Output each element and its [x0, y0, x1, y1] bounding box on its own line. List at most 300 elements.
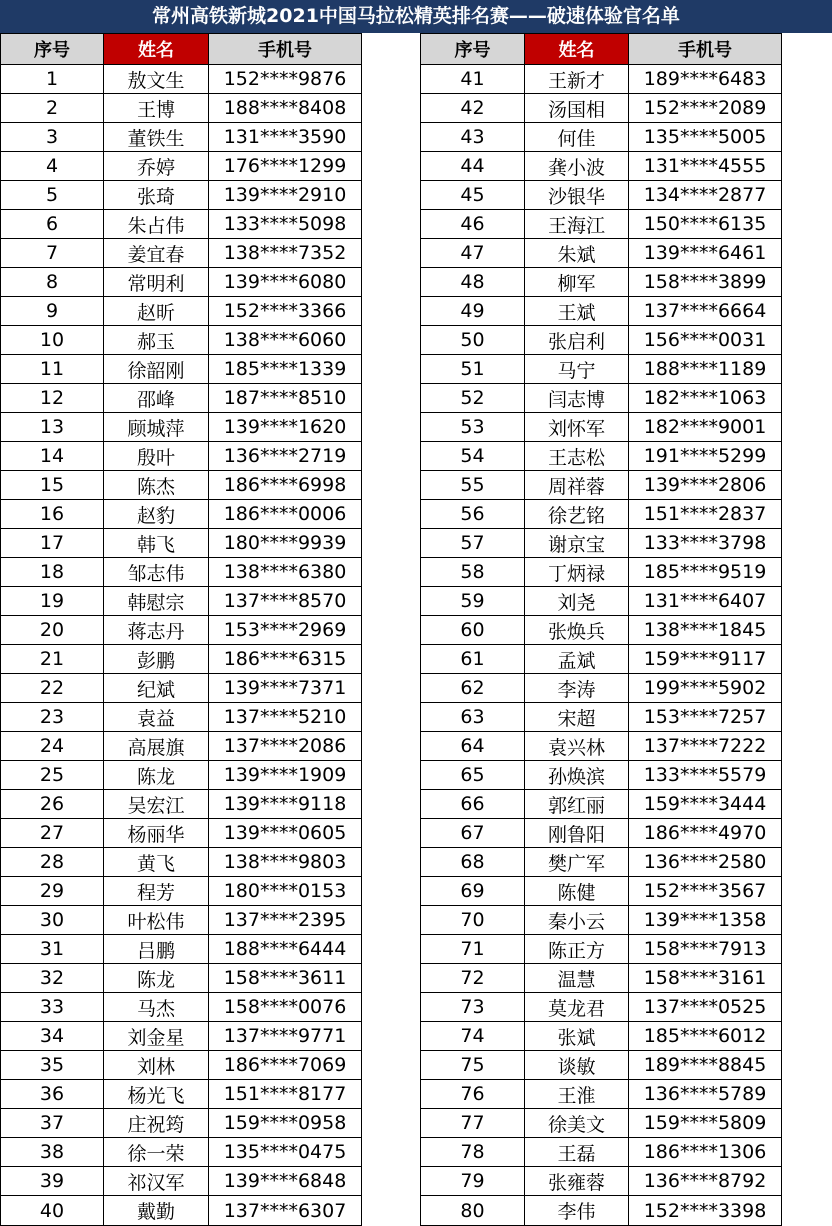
phone-number: 139****7371 [209, 674, 362, 703]
table-row [1, 268, 362, 297]
phone-number: 152****2089 [629, 94, 782, 123]
participant-name: 丁炳禄 [525, 558, 629, 587]
row-number: 63 [421, 703, 525, 732]
row-number: 31 [1, 935, 104, 964]
phone-number: 182****9001 [629, 413, 782, 442]
participant-name: 汤国相 [525, 94, 629, 123]
participant-name: 张启利 [525, 326, 629, 355]
participant-name: 杨丽华 [104, 819, 209, 848]
participant-name: 蒋志丹 [104, 616, 209, 645]
phone-number: 158****0076 [209, 993, 362, 1022]
table-row [421, 674, 782, 703]
table-row [421, 906, 782, 935]
phone-number: 158****3611 [209, 964, 362, 993]
phone-number: 180****0153 [209, 877, 362, 906]
participant-name: 韩慰宗 [104, 587, 209, 616]
participant-name: 樊广军 [525, 848, 629, 877]
row-number: 16 [1, 500, 104, 529]
row-number: 26 [1, 790, 104, 819]
row-number: 10 [1, 326, 104, 355]
participant-name: 张琦 [104, 181, 209, 210]
phone-number: 131****4555 [629, 152, 782, 181]
table-row [421, 181, 782, 210]
table-row [1, 529, 362, 558]
roster-table-left [0, 33, 362, 1226]
phone-number: 134****2877 [629, 181, 782, 210]
phone-number: 186****0006 [209, 500, 362, 529]
table-row [1, 732, 362, 761]
phone-number: 185****6012 [629, 1022, 782, 1051]
row-number: 77 [421, 1109, 525, 1138]
table-row [1, 616, 362, 645]
table-row [421, 210, 782, 239]
table-row [421, 1196, 782, 1226]
row-number: 54 [421, 442, 525, 471]
participant-name: 戴勤 [104, 1196, 209, 1226]
participant-name: 徐美文 [525, 1109, 629, 1138]
participant-name: 孟斌 [525, 645, 629, 674]
participant-name: 吴宏江 [104, 790, 209, 819]
participant-name: 谢京宝 [525, 529, 629, 558]
participant-name: 柳军 [525, 268, 629, 297]
row-number: 18 [1, 558, 104, 587]
row-number: 39 [1, 1167, 104, 1196]
table-row [421, 993, 782, 1022]
table-row [421, 848, 782, 877]
header-row [421, 34, 782, 65]
row-number: 56 [421, 500, 525, 529]
phone-number: 182****1063 [629, 384, 782, 413]
row-number: 2 [1, 94, 104, 123]
table-row [1, 384, 362, 413]
phone-number: 135****0475 [209, 1138, 362, 1167]
phone-number: 186****7069 [209, 1051, 362, 1080]
phone-number: 136****8792 [629, 1167, 782, 1196]
row-number: 65 [421, 761, 525, 790]
row-number: 5 [1, 181, 104, 210]
participant-name: 徐艺铭 [525, 500, 629, 529]
participant-name: 敖文生 [104, 65, 209, 94]
row-number: 46 [421, 210, 525, 239]
participant-name: 陈杰 [104, 471, 209, 500]
table-row [1, 1051, 362, 1080]
row-number: 17 [1, 529, 104, 558]
phone-number: 136****5789 [629, 1080, 782, 1109]
participant-name: 沙银华 [525, 181, 629, 210]
table-row [421, 935, 782, 964]
row-number: 78 [421, 1138, 525, 1167]
table-row [421, 732, 782, 761]
participant-name: 何佳 [525, 123, 629, 152]
table-row [1, 500, 362, 529]
row-number: 72 [421, 964, 525, 993]
participant-name: 姜宜春 [104, 239, 209, 268]
participant-name: 袁兴林 [525, 732, 629, 761]
row-number: 34 [1, 1022, 104, 1051]
participant-name: 杨光飞 [104, 1080, 209, 1109]
row-number: 64 [421, 732, 525, 761]
phone-number: 133****5579 [629, 761, 782, 790]
row-number: 74 [421, 1022, 525, 1051]
phone-number: 131****6407 [629, 587, 782, 616]
phone-number: 136****2719 [209, 442, 362, 471]
participant-name: 周祥蓉 [525, 471, 629, 500]
table-row [421, 326, 782, 355]
participant-name: 庄祝筠 [104, 1109, 209, 1138]
phone-number: 188****1189 [629, 355, 782, 384]
phone-number: 187****8510 [209, 384, 362, 413]
phone-number: 137****0525 [629, 993, 782, 1022]
row-number: 51 [421, 355, 525, 384]
phone-number: 159****3444 [629, 790, 782, 819]
phone-number: 137****7222 [629, 732, 782, 761]
participant-name: 赵昕 [104, 297, 209, 326]
phone-number: 137****6664 [629, 297, 782, 326]
table-row [1, 674, 362, 703]
participant-name: 陈健 [525, 877, 629, 906]
table-row [1, 703, 362, 732]
table-row [421, 65, 782, 94]
table-row [1, 848, 362, 877]
row-number: 43 [421, 123, 525, 152]
row-number: 38 [1, 1138, 104, 1167]
row-number: 27 [1, 819, 104, 848]
phone-number: 176****1299 [209, 152, 362, 181]
participant-name: 王斌 [525, 297, 629, 326]
row-number: 24 [1, 732, 104, 761]
participant-name: 黄飞 [104, 848, 209, 877]
table-row [421, 1109, 782, 1138]
table-row [1, 1109, 362, 1138]
phone-number: 133****5098 [209, 210, 362, 239]
row-number: 75 [421, 1051, 525, 1080]
participant-name: 陈龙 [104, 761, 209, 790]
participant-name: 彭鹏 [104, 645, 209, 674]
table-row [421, 1080, 782, 1109]
participant-name: 叶松伟 [104, 906, 209, 935]
table-row [1, 877, 362, 906]
phone-number: 156****0031 [629, 326, 782, 355]
participant-name: 秦小云 [525, 906, 629, 935]
table-row [1, 906, 362, 935]
table-row [1, 239, 362, 268]
table-row [1, 558, 362, 587]
table-row [421, 587, 782, 616]
row-number: 68 [421, 848, 525, 877]
row-number: 4 [1, 152, 104, 181]
row-number: 37 [1, 1109, 104, 1138]
table-row [1, 413, 362, 442]
row-number: 6 [1, 210, 104, 239]
row-number: 3 [1, 123, 104, 152]
table-row [1, 819, 362, 848]
participant-name: 顾城萍 [104, 413, 209, 442]
header-row [1, 34, 362, 65]
participant-name: 陈正方 [525, 935, 629, 964]
row-number: 14 [1, 442, 104, 471]
phone-number: 185****9519 [629, 558, 782, 587]
table-row [421, 500, 782, 529]
row-number: 7 [1, 239, 104, 268]
participant-name: 吕鹏 [104, 935, 209, 964]
phone-number: 139****2806 [629, 471, 782, 500]
participant-name: 程芳 [104, 877, 209, 906]
table-row [1, 645, 362, 674]
participant-name: 朱占伟 [104, 210, 209, 239]
row-number: 28 [1, 848, 104, 877]
table-row [1, 123, 362, 152]
table-row [1, 471, 362, 500]
participant-name: 王淮 [525, 1080, 629, 1109]
participant-name: 张雍蓉 [525, 1167, 629, 1196]
phone-number: 139****6461 [629, 239, 782, 268]
participant-name: 韩飞 [104, 529, 209, 558]
participant-name: 莫龙君 [525, 993, 629, 1022]
row-number: 71 [421, 935, 525, 964]
row-number: 73 [421, 993, 525, 1022]
table-row [1, 355, 362, 384]
row-number: 44 [421, 152, 525, 181]
row-number: 55 [421, 471, 525, 500]
phone-number: 152****9876 [209, 65, 362, 94]
participant-name: 赵豹 [104, 500, 209, 529]
row-number: 19 [1, 587, 104, 616]
participant-name: 徐韶刚 [104, 355, 209, 384]
row-number: 69 [421, 877, 525, 906]
phone-number: 186****6998 [209, 471, 362, 500]
table-row [421, 123, 782, 152]
table-row [421, 384, 782, 413]
row-number: 60 [421, 616, 525, 645]
page-title: 常州高铁新城2021中国马拉松精英排名赛——破速体验官名单 [0, 0, 832, 33]
phone-number: 137****6307 [209, 1196, 362, 1226]
participant-name: 殷叶 [104, 442, 209, 471]
phone-number: 152****3567 [629, 877, 782, 906]
participant-name: 徐一荣 [104, 1138, 209, 1167]
table-row [1, 1167, 362, 1196]
participant-name: 马杰 [104, 993, 209, 1022]
row-number: 70 [421, 906, 525, 935]
table-row [1, 94, 362, 123]
participant-name: 王磊 [525, 1138, 629, 1167]
participant-name: 张斌 [525, 1022, 629, 1051]
table-row [1, 442, 362, 471]
phone-number: 139****0605 [209, 819, 362, 848]
participant-name: 董铁生 [104, 123, 209, 152]
phone-number: 139****6848 [209, 1167, 362, 1196]
phone-number: 131****3590 [209, 123, 362, 152]
table-row [421, 355, 782, 384]
table-row [421, 877, 782, 906]
phone-number: 180****9939 [209, 529, 362, 558]
participant-name: 纪斌 [104, 674, 209, 703]
row-number: 15 [1, 471, 104, 500]
table-row [421, 529, 782, 558]
row-number: 13 [1, 413, 104, 442]
row-number: 25 [1, 761, 104, 790]
table-row [1, 935, 362, 964]
table-row [1, 65, 362, 94]
table-row [421, 645, 782, 674]
row-number: 48 [421, 268, 525, 297]
row-number: 41 [421, 65, 525, 94]
participant-name: 张焕兵 [525, 616, 629, 645]
phone-number: 186****6315 [209, 645, 362, 674]
phone-number: 136****2580 [629, 848, 782, 877]
phone-number: 137****9771 [209, 1022, 362, 1051]
phone-number: 185****1339 [209, 355, 362, 384]
phone-number: 137****5210 [209, 703, 362, 732]
participant-name: 刚鲁阳 [525, 819, 629, 848]
table-row [1, 587, 362, 616]
participant-name: 郭红丽 [525, 790, 629, 819]
participant-name: 高展旗 [104, 732, 209, 761]
row-number: 59 [421, 587, 525, 616]
participant-name: 闫志博 [525, 384, 629, 413]
phone-number: 158****3161 [629, 964, 782, 993]
participant-name: 乔婷 [104, 152, 209, 181]
phone-number: 152****3398 [629, 1196, 782, 1226]
phone-number: 159****5809 [629, 1109, 782, 1138]
table-row [421, 1022, 782, 1051]
table-row [421, 94, 782, 123]
phone-number: 137****8570 [209, 587, 362, 616]
row-number: 49 [421, 297, 525, 326]
table-row [1, 1080, 362, 1109]
table-row [421, 790, 782, 819]
participant-name: 王新才 [525, 65, 629, 94]
row-number: 52 [421, 384, 525, 413]
phone-number: 150****6135 [629, 210, 782, 239]
table-row [421, 268, 782, 297]
row-number: 45 [421, 181, 525, 210]
phone-number: 139****9118 [209, 790, 362, 819]
participant-name: 朱斌 [525, 239, 629, 268]
column-header-phone: 手机号 [629, 34, 782, 65]
table-row [421, 703, 782, 732]
phone-number: 153****2969 [209, 616, 362, 645]
row-number: 9 [1, 297, 104, 326]
row-number: 66 [421, 790, 525, 819]
table-row [421, 616, 782, 645]
row-number: 22 [1, 674, 104, 703]
table-row [421, 442, 782, 471]
participant-name: 温慧 [525, 964, 629, 993]
table-row [1, 993, 362, 1022]
phone-number: 135****5005 [629, 123, 782, 152]
phone-number: 189****8845 [629, 1051, 782, 1080]
row-number: 67 [421, 819, 525, 848]
row-number: 20 [1, 616, 104, 645]
table-row [421, 1051, 782, 1080]
participant-name: 马宁 [525, 355, 629, 384]
table-row [421, 761, 782, 790]
table-row [1, 1022, 362, 1051]
participant-name: 宋超 [525, 703, 629, 732]
phone-number: 137****2395 [209, 906, 362, 935]
row-number: 35 [1, 1051, 104, 1080]
table-row [1, 761, 362, 790]
participant-name: 李涛 [525, 674, 629, 703]
table-row [421, 239, 782, 268]
participant-name: 王志松 [525, 442, 629, 471]
row-number: 32 [1, 964, 104, 993]
phone-number: 138****9803 [209, 848, 362, 877]
phone-number: 139****6080 [209, 268, 362, 297]
phone-number: 158****7913 [629, 935, 782, 964]
row-number: 23 [1, 703, 104, 732]
phone-number: 139****1909 [209, 761, 362, 790]
participant-name: 袁益 [104, 703, 209, 732]
phone-number: 151****2837 [629, 500, 782, 529]
phone-number: 186****1306 [629, 1138, 782, 1167]
row-number: 36 [1, 1080, 104, 1109]
table-row [1, 1138, 362, 1167]
column-header-name: 姓名 [104, 34, 209, 65]
row-number: 29 [1, 877, 104, 906]
phone-number: 138****6380 [209, 558, 362, 587]
table-row [421, 1167, 782, 1196]
table-row [1, 210, 362, 239]
row-number: 76 [421, 1080, 525, 1109]
row-number: 12 [1, 384, 104, 413]
phone-number: 186****4970 [629, 819, 782, 848]
phone-number: 139****2910 [209, 181, 362, 210]
phone-number: 188****8408 [209, 94, 362, 123]
phone-number: 133****3798 [629, 529, 782, 558]
participant-name: 王博 [104, 94, 209, 123]
participant-name: 刘尧 [525, 587, 629, 616]
phone-number: 138****6060 [209, 326, 362, 355]
participant-name: 郝玉 [104, 326, 209, 355]
table-row [1, 152, 362, 181]
participant-name: 王海江 [525, 210, 629, 239]
row-number: 40 [1, 1196, 104, 1226]
table-row [1, 964, 362, 993]
table-row [421, 413, 782, 442]
table-row [421, 558, 782, 587]
row-number: 80 [421, 1196, 525, 1226]
participant-name: 陈龙 [104, 964, 209, 993]
row-number: 57 [421, 529, 525, 558]
table-row [421, 819, 782, 848]
column-header-phone: 手机号 [209, 34, 362, 65]
phone-number: 139****1620 [209, 413, 362, 442]
row-number: 11 [1, 355, 104, 384]
phone-number: 191****5299 [629, 442, 782, 471]
phone-number: 159****0958 [209, 1109, 362, 1138]
table-row [421, 297, 782, 326]
row-number: 79 [421, 1167, 525, 1196]
column-header-number: 序号 [421, 34, 525, 65]
table-row [1, 1196, 362, 1226]
table-row [421, 471, 782, 500]
phone-number: 158****3899 [629, 268, 782, 297]
phone-number: 189****6483 [629, 65, 782, 94]
row-number: 33 [1, 993, 104, 1022]
participant-name: 谈敏 [525, 1051, 629, 1080]
phone-number: 138****1845 [629, 616, 782, 645]
row-number: 21 [1, 645, 104, 674]
row-number: 42 [421, 94, 525, 123]
phone-number: 139****1358 [629, 906, 782, 935]
participant-name: 刘怀军 [525, 413, 629, 442]
participant-name: 邵峰 [104, 384, 209, 413]
table-row [1, 297, 362, 326]
phone-number: 188****6444 [209, 935, 362, 964]
roster-table-right [420, 33, 782, 1226]
row-number: 53 [421, 413, 525, 442]
